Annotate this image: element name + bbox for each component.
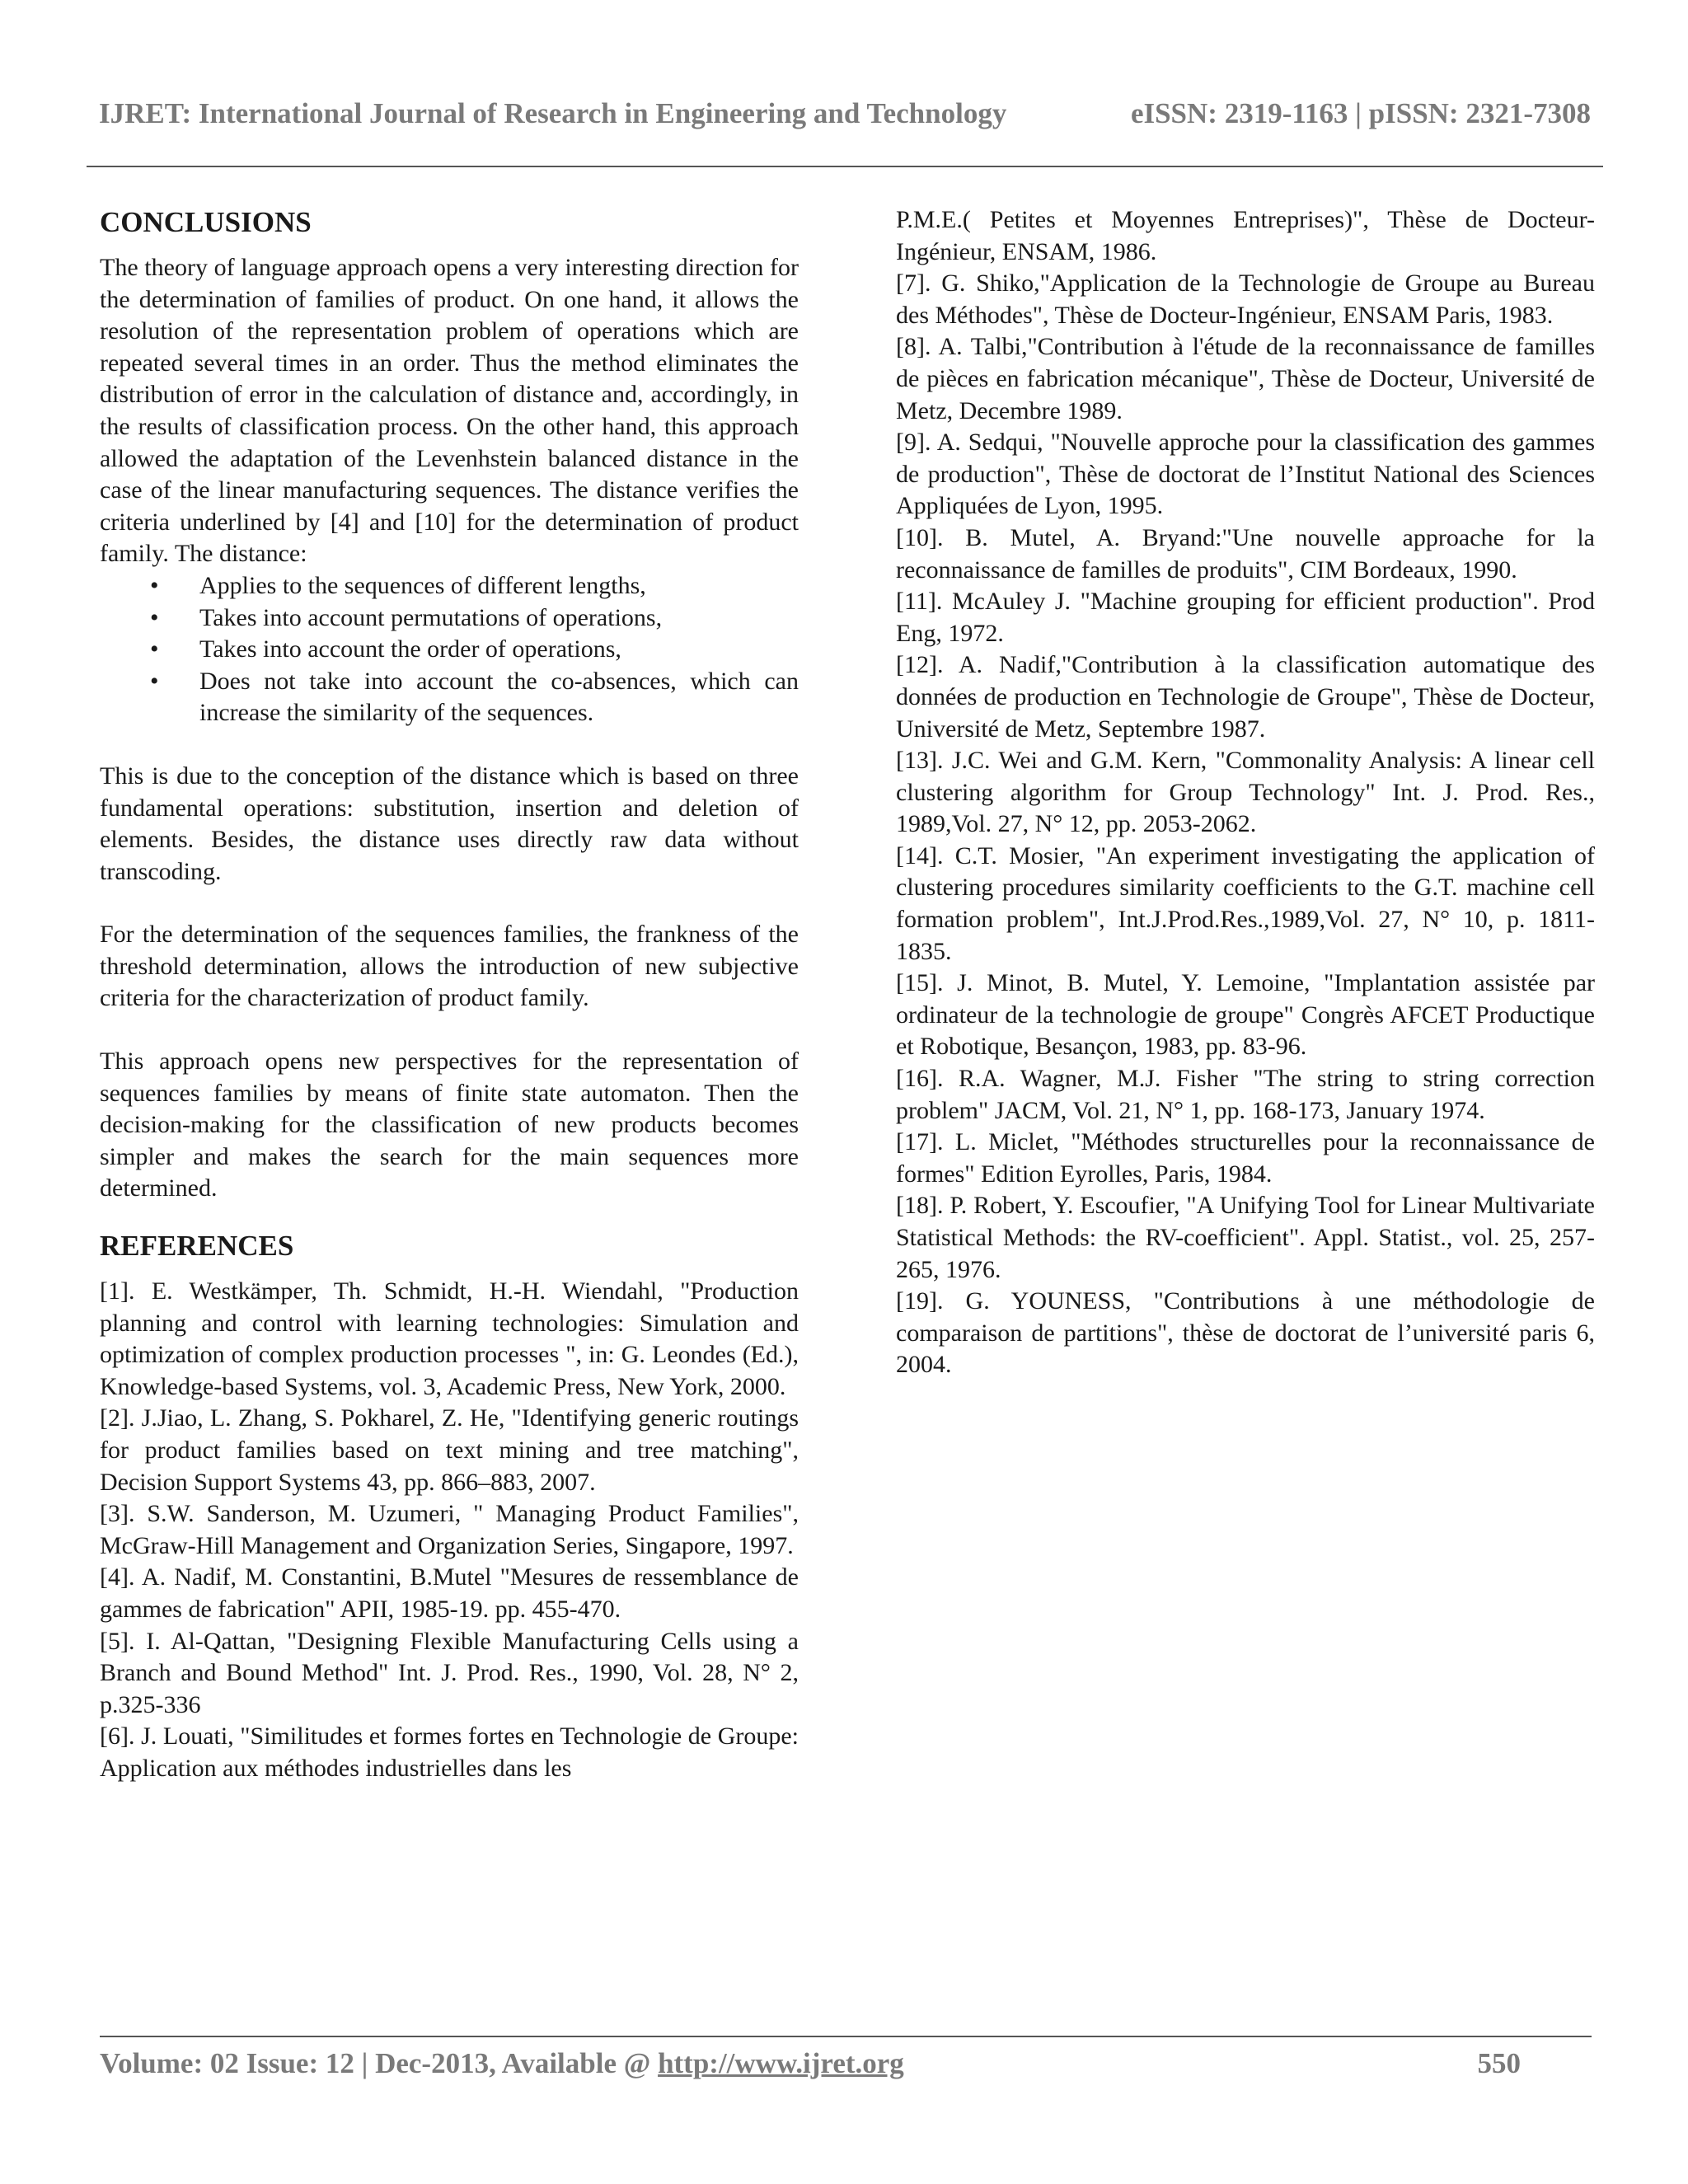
left-column [100,204,799,1785]
reference-item: [5]. I. Al-Qattan, "Designing Flexible Manufacturing Cells using a Branch and Bound Method" Int. J. Prod. Res., 1990, Vol. 28, N° 2, p.325-336 [100,1627,799,1718]
footer-divider [100,2036,1592,2037]
page-number: 550 [1477,2047,1521,2079]
reference-item: [2]. J.Jiao, L. Zhang, S. Pokharel, Z. He, "Identifying generic routings for product families based on text mining and tree matching", Decision Support Systems 43, pp. 866–883, 2007. [100,1404,799,1496]
reference-item: [13]. J.C. Wei and G.M. Kern, "Commonality Analysis: A linear cell clustering algorithm for Group Technology" Int. J. Prod. Res., 1989,Vol. 27, N° 12, pp. 2053-2062. [896,747,1595,838]
spacer [100,729,799,761]
distance-properties-list [100,570,799,729]
conclusions-paragraph-1: The theory of language approach opens a very interesting direction for the determination of families of product. On one hand, it allows the resolution of the representation problem of operations which are repeated several times in an order. Thus the method eliminates the distribution of error in the calculation of distance and, accordingly, in the results of classification process. On the other hand, this approach allowed the adaptation of the Levenhstein balanced distance in the case of the linear manufacturing sequences. The distance verifies the criteria underlined by [4] and [10] for the determination of product family. The distance: [100,254,799,568]
reference-item: [1]. E. Westkämper, Th. Schmidt, H.-H. Wiendahl, "Production planning and control with learning technologies: Simulation and optimization of complex production processes ", in: G. Leondes (Ed.), Knowledge-based Systems, vol. 3, Academic Press, New York, 2000. [100,1277,799,1400]
page-header [99,97,1591,130]
reference-item: [6]. J. Louati, "Similitudes et formes fortes en Technologie de Groupe: Application aux méthodes industrielles dans les [100,1722,799,1782]
conclusions-paragraph-4: This approach opens new perspectives for the representation of sequences families by means of finite state automaton. Then the decision-making for the classification of new products becomes simpler and makes the search for the main sequences more determined. [100,1047,799,1202]
journal-title: IJRET: International Journal of Research in Engineering and Technology [99,97,1007,129]
reference-item: [12]. A. Nadif,"Contribution à la classification automatique des données de production en Technologie de Groupe", Thèse de Docteur, Université de Metz, Septembre 1987. [896,651,1595,743]
list-item: • Applies to the sequences of different lengths, [199,570,799,602]
spacer [100,1205,799,1228]
reference-item: [15]. J. Minot, B. Mutel, Y. Lemoine, "Implantation assistée par ordinateur de la technologie de groupe" Congrès AFCET Productique et Robotique, Besançon, 1983, pp. 83-96. [896,969,1595,1061]
list-item: • Takes into account the order of operations, [199,634,799,666]
reference-item: [10]. B. Mutel, A. Bryand:"Une nouvelle approache for la reconnaissance de familles de produits", CIM Bordeaux, 1990. [896,523,1595,583]
reference-item: [7]. G. Shiko,"Application de la Technologie de Groupe au Bureau des Méthodes", Thèse de Docteur-Ingénieur, ENSAM Paris, 1983. [896,269,1595,329]
list-item: • Does not take into account the co-absences, which can increase the similarity of the sequences. [199,666,799,729]
reference-item: [3]. S.W. Sanderson, M. Uzumeri, " Managing Product Families", McGraw-Hill Management and Organization Series, Singapore, 1997. [100,1500,799,1559]
conclusions-heading: CONCLUSIONS [100,206,312,238]
reference-item: [8]. A. Talbi,"Contribution à l'étude de la reconnaissance de familles de pièces en fabrication mécanique", Thèse de Docteur, Université de Metz, Decembre 1989. [896,333,1595,424]
reference-item: [17]. L. Miclet, "Méthodes structurelles pour la reconnaissance de formes" Edition Eyrolles, Paris, 1984. [896,1128,1595,1188]
issn-info: eISSN: 2319-1163 | pISSN: 2321-7308 [1130,97,1591,129]
spacer [100,1015,799,1046]
reference-item: [18]. P. Robert, Y. Escoufier, "A Unifying Tool for Linear Multivariate Statistical Methods: the RV-coefficient". Appl. Statist., vol. 25, 257-265, 1976. [896,1192,1595,1283]
reference-item: [16]. R.A. Wagner, M.J. Fisher "The string to string correction problem" JACM, Vol. 21, N° 1, pp. 168-173, January 1974. [896,1065,1595,1124]
reference-item: [11]. McAuley J. "Machine grouping for efficient production". Prod Eng, 1972. [896,588,1595,647]
reference-item: [14]. C.T. Mosier, "An experiment investigating the application of clustering procedures similarity coefficients to the G.T. machine cell formation problem", Int.J.Prod.Res.,1989,Vol. 27, N° 10, p. 1811-1835. [896,841,1595,965]
reference-item: P.M.E.( Petites et Moyennes Entreprises)", Thèse de Docteur-Ingénieur, ENSAM, 1986. [896,206,1595,265]
journal-link[interactable]: http://www.ijret.org [658,2047,904,2079]
conclusions-paragraph-2: This is due to the conception of the distance which is based on three fundamental operations: substitution, insertion and deletion of elements. Besides, the distance uses directly raw data without transcoding. [100,762,799,885]
right-column [896,204,1595,1381]
reference-item: [19]. G. YOUNESS, "Contributions à une méthodologie de comparaison de partitions", thèse de doctorat de l’université paris 6, 2004. [896,1287,1595,1379]
reference-item: [9]. A. Sedqui, "Nouvelle approche pour la classification des gammes de production", Thèse de doctorat de l’Institut National des Sciences Appliquées de Lyon, 1995. [896,429,1595,520]
reference-item: [4]. A. Nadif, M. Constantini, B.Mutel "Mesures de ressemblance de gammes de fabrication" APII, 1985-19. pp. 455-470. [100,1563,799,1623]
header-divider [87,166,1603,167]
conclusions-paragraph-3: For the determination of the sequences families, the frankness of the threshold determination, allows the introduction of new subjective criteria for the characterization of product family. [100,921,799,1012]
references-heading: REFERENCES [100,1230,294,1263]
list-item: • Takes into account permutations of operations, [199,602,799,635]
issue-info: Volume: 02 Issue: 12 | Dec-2013, Available @ [100,2047,659,2079]
spacer [100,888,799,919]
page-footer [100,2047,1521,2080]
